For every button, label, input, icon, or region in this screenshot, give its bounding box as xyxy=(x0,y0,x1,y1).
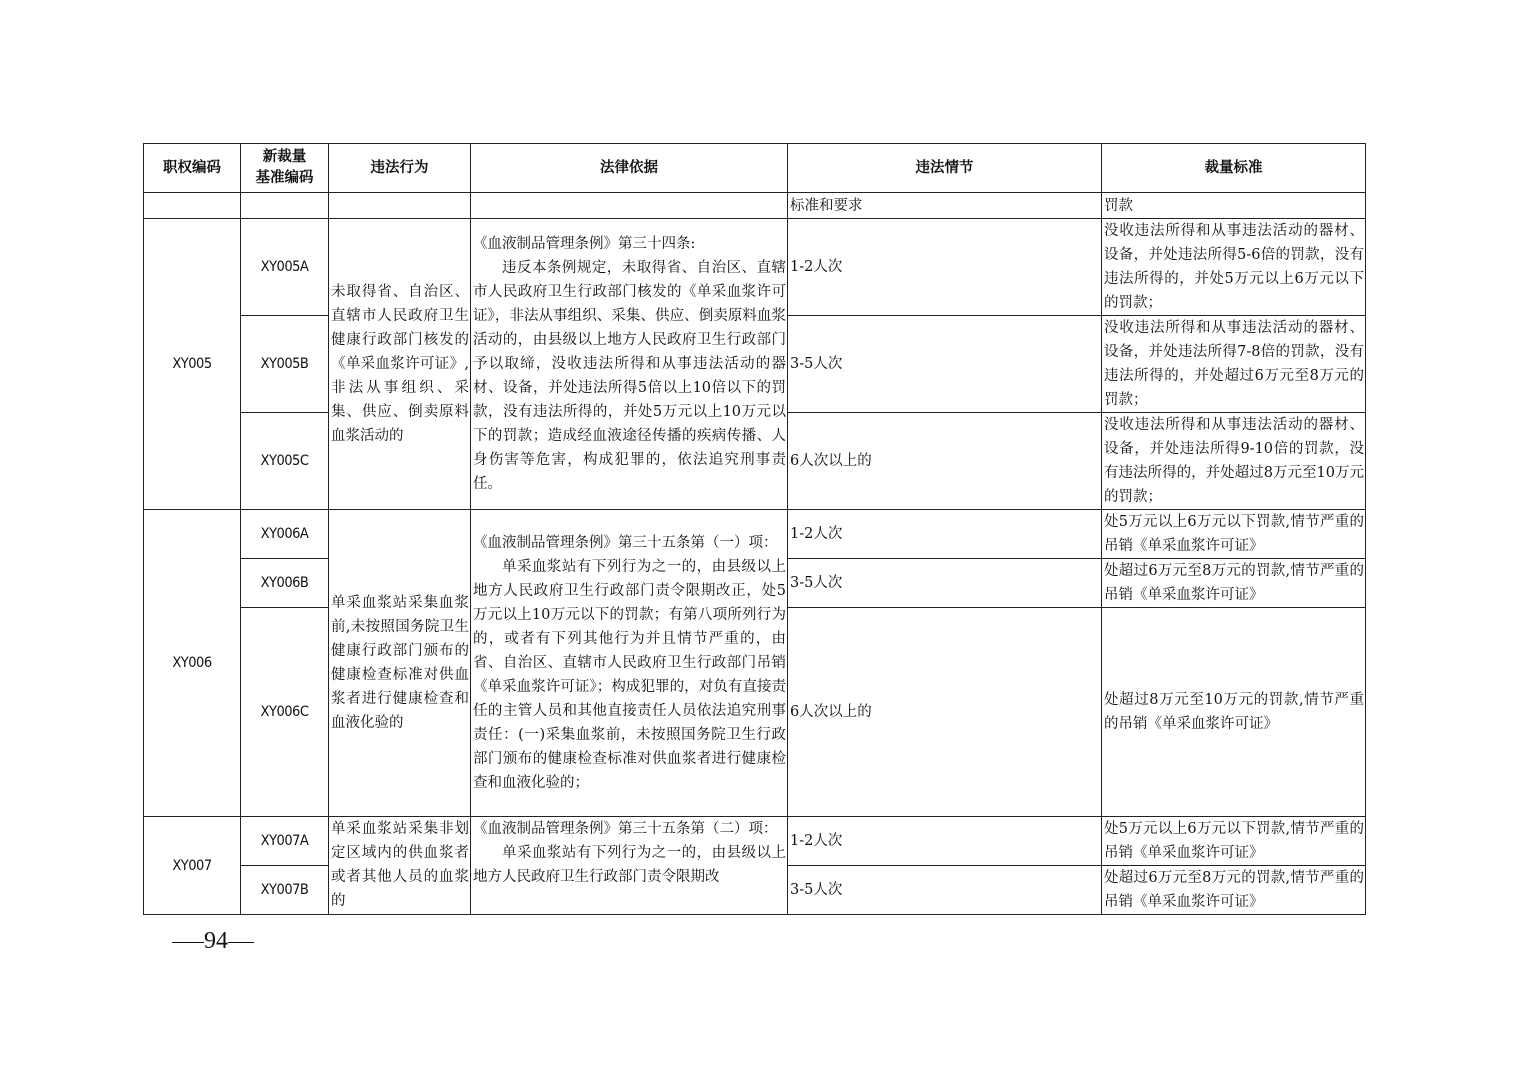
cell-subcode: XY005A xyxy=(241,219,329,316)
cell-detail: 6人次以上的 xyxy=(788,413,1102,510)
cell-detail: 3-5人次 xyxy=(788,559,1102,608)
cell-subcode: XY006B xyxy=(241,559,329,608)
header-standard: 裁量标准 xyxy=(1102,144,1366,193)
cell-detail: 3-5人次 xyxy=(788,316,1102,413)
cell-standard: 没收违法所得和从事违法活动的器材、设备，并处违法所得7-8倍的罚款，没有违法所得的，并处超过6万元至8万元的罚款； xyxy=(1102,316,1366,413)
cell-subcode: XY005C xyxy=(241,413,329,510)
cell-behavior: 单采血浆站采集血浆前,未按照国务院卫生健康行政部门颁布的健康检查标准对供血浆者进行健康检查和血液化验的 xyxy=(329,510,471,817)
header-violation: 违法行为 xyxy=(329,144,471,193)
cell-detail: 标准和要求 xyxy=(788,193,1102,219)
cell-standard: 处5万元以上6万元以下罚款,情节严重的吊销《单采血浆许可证》 xyxy=(1102,510,1366,559)
cell-standard: 罚款 xyxy=(1102,193,1366,219)
table-row xyxy=(144,219,1366,316)
cell-detail: 1-2人次 xyxy=(788,219,1102,316)
cell-authority-code: XY006 xyxy=(144,510,241,817)
penalty-standard-table xyxy=(143,143,1366,915)
page-number: 94 xyxy=(172,928,254,955)
cell-subcode: XY007B xyxy=(241,866,329,915)
cell-behavior: 单采血浆站采集非划定区域内的供血浆者或者其他人员的血浆的 xyxy=(329,817,471,915)
cell-standard: 没收违法所得和从事违法活动的器材、设备，并处违法所得5-6倍的罚款，没有违法所得的，并处5万元以上6万元以下的罚款； xyxy=(1102,219,1366,316)
cell-subcode: XY005B xyxy=(241,316,329,413)
cell-detail: 6人次以上的 xyxy=(788,608,1102,817)
cell-legal-basis: 《血液制品管理条例》第三十五条第（一）项： 单采血浆站有下列行为之一的，由县级以上地方人民政府卫生行政部门责令限期改正，处5万元以上10万元以下的罚款；有第八项所列行为的，或者有下列其他行为并且情节严重的，由省、自治区、直辖市人民政府卫生行政部门吊销《单采血浆许可证》；构成犯罪的，对负有直接责任的主管人员和其他直接责任人员依法追究刑事责任：(一)采集血浆前，未按照国务院卫生行政部门颁布的健康检查标准对供血浆者进行健康检查和血液化验的； xyxy=(471,510,788,817)
cell-legal-basis: 《血液制品管理条例》第三十四条: 违反本条例规定，未取得省、自治区、直辖市人民政府卫生行政部门核发的《单采血浆许可证》，非法从事组织、采集、供应、倒卖原料血浆活动的，由县级以上地方人民政府卫生行政部门予以取缔，没收违法所得和从事违法活动的器材、设备，并处违法所得5倍以上10倍以下的罚款，没有违法所得的，并处5万元以上10万元以下的罚款；造成经血液途径传播的疾病传播、人身伤害等危害，构成犯罪的，依法追究刑事责任。 xyxy=(471,219,788,510)
cell-standard: 处超过6万元至8万元的罚款,情节严重的吊销《单采血浆许可证》 xyxy=(1102,559,1366,608)
header-circumstance: 违法情节 xyxy=(788,144,1102,193)
header-row xyxy=(144,144,1366,193)
cell-legal-basis: 《血液制品管理条例》第三十五条第（二）项： 单采血浆站有下列行为之一的，由县级以上地方人民政府卫生行政部门责令限期改 xyxy=(471,817,788,915)
cell-subcode: XY006A xyxy=(241,510,329,559)
continued-row xyxy=(144,193,1366,219)
table-row xyxy=(144,817,1366,866)
cell-standard: 处超过8万元至10万元的罚款,情节严重的吊销《单采血浆许可证》 xyxy=(1102,608,1366,817)
cell-subcode: XY007A xyxy=(241,817,329,866)
cell-behavior: 未取得省、自治区、直辖市人民政府卫生健康行政部门核发的《单采血浆许可证》,非法从事组织、采集、供应、倒卖原料血浆活动的 xyxy=(329,219,471,510)
cell-authority-code: XY007 xyxy=(144,817,241,915)
header-authority-code: 职权编码 xyxy=(144,144,241,193)
cell-standard: 处5万元以上6万元以下罚款,情节严重的吊销《单采血浆许可证》 xyxy=(1102,817,1366,866)
cell-detail: 1-2人次 xyxy=(788,817,1102,866)
header-new-code: 新裁量 基准编码 xyxy=(241,144,329,193)
cell-authority-code: XY005 xyxy=(144,219,241,510)
cell-detail: 1-2人次 xyxy=(788,510,1102,559)
table-row xyxy=(144,510,1366,559)
header-legal-basis: 法律依据 xyxy=(471,144,788,193)
cell-standard: 处超过6万元至8万元的罚款,情节严重的吊销《单采血浆许可证》 xyxy=(1102,866,1366,915)
cell-subcode: XY006C xyxy=(241,608,329,817)
cell-detail: 3-5人次 xyxy=(788,866,1102,915)
cell-standard: 没收违法所得和从事违法活动的器材、设备，并处违法所得9-10倍的罚款，没有违法所得的，并处超过8万元至10万元的罚款； xyxy=(1102,413,1366,510)
